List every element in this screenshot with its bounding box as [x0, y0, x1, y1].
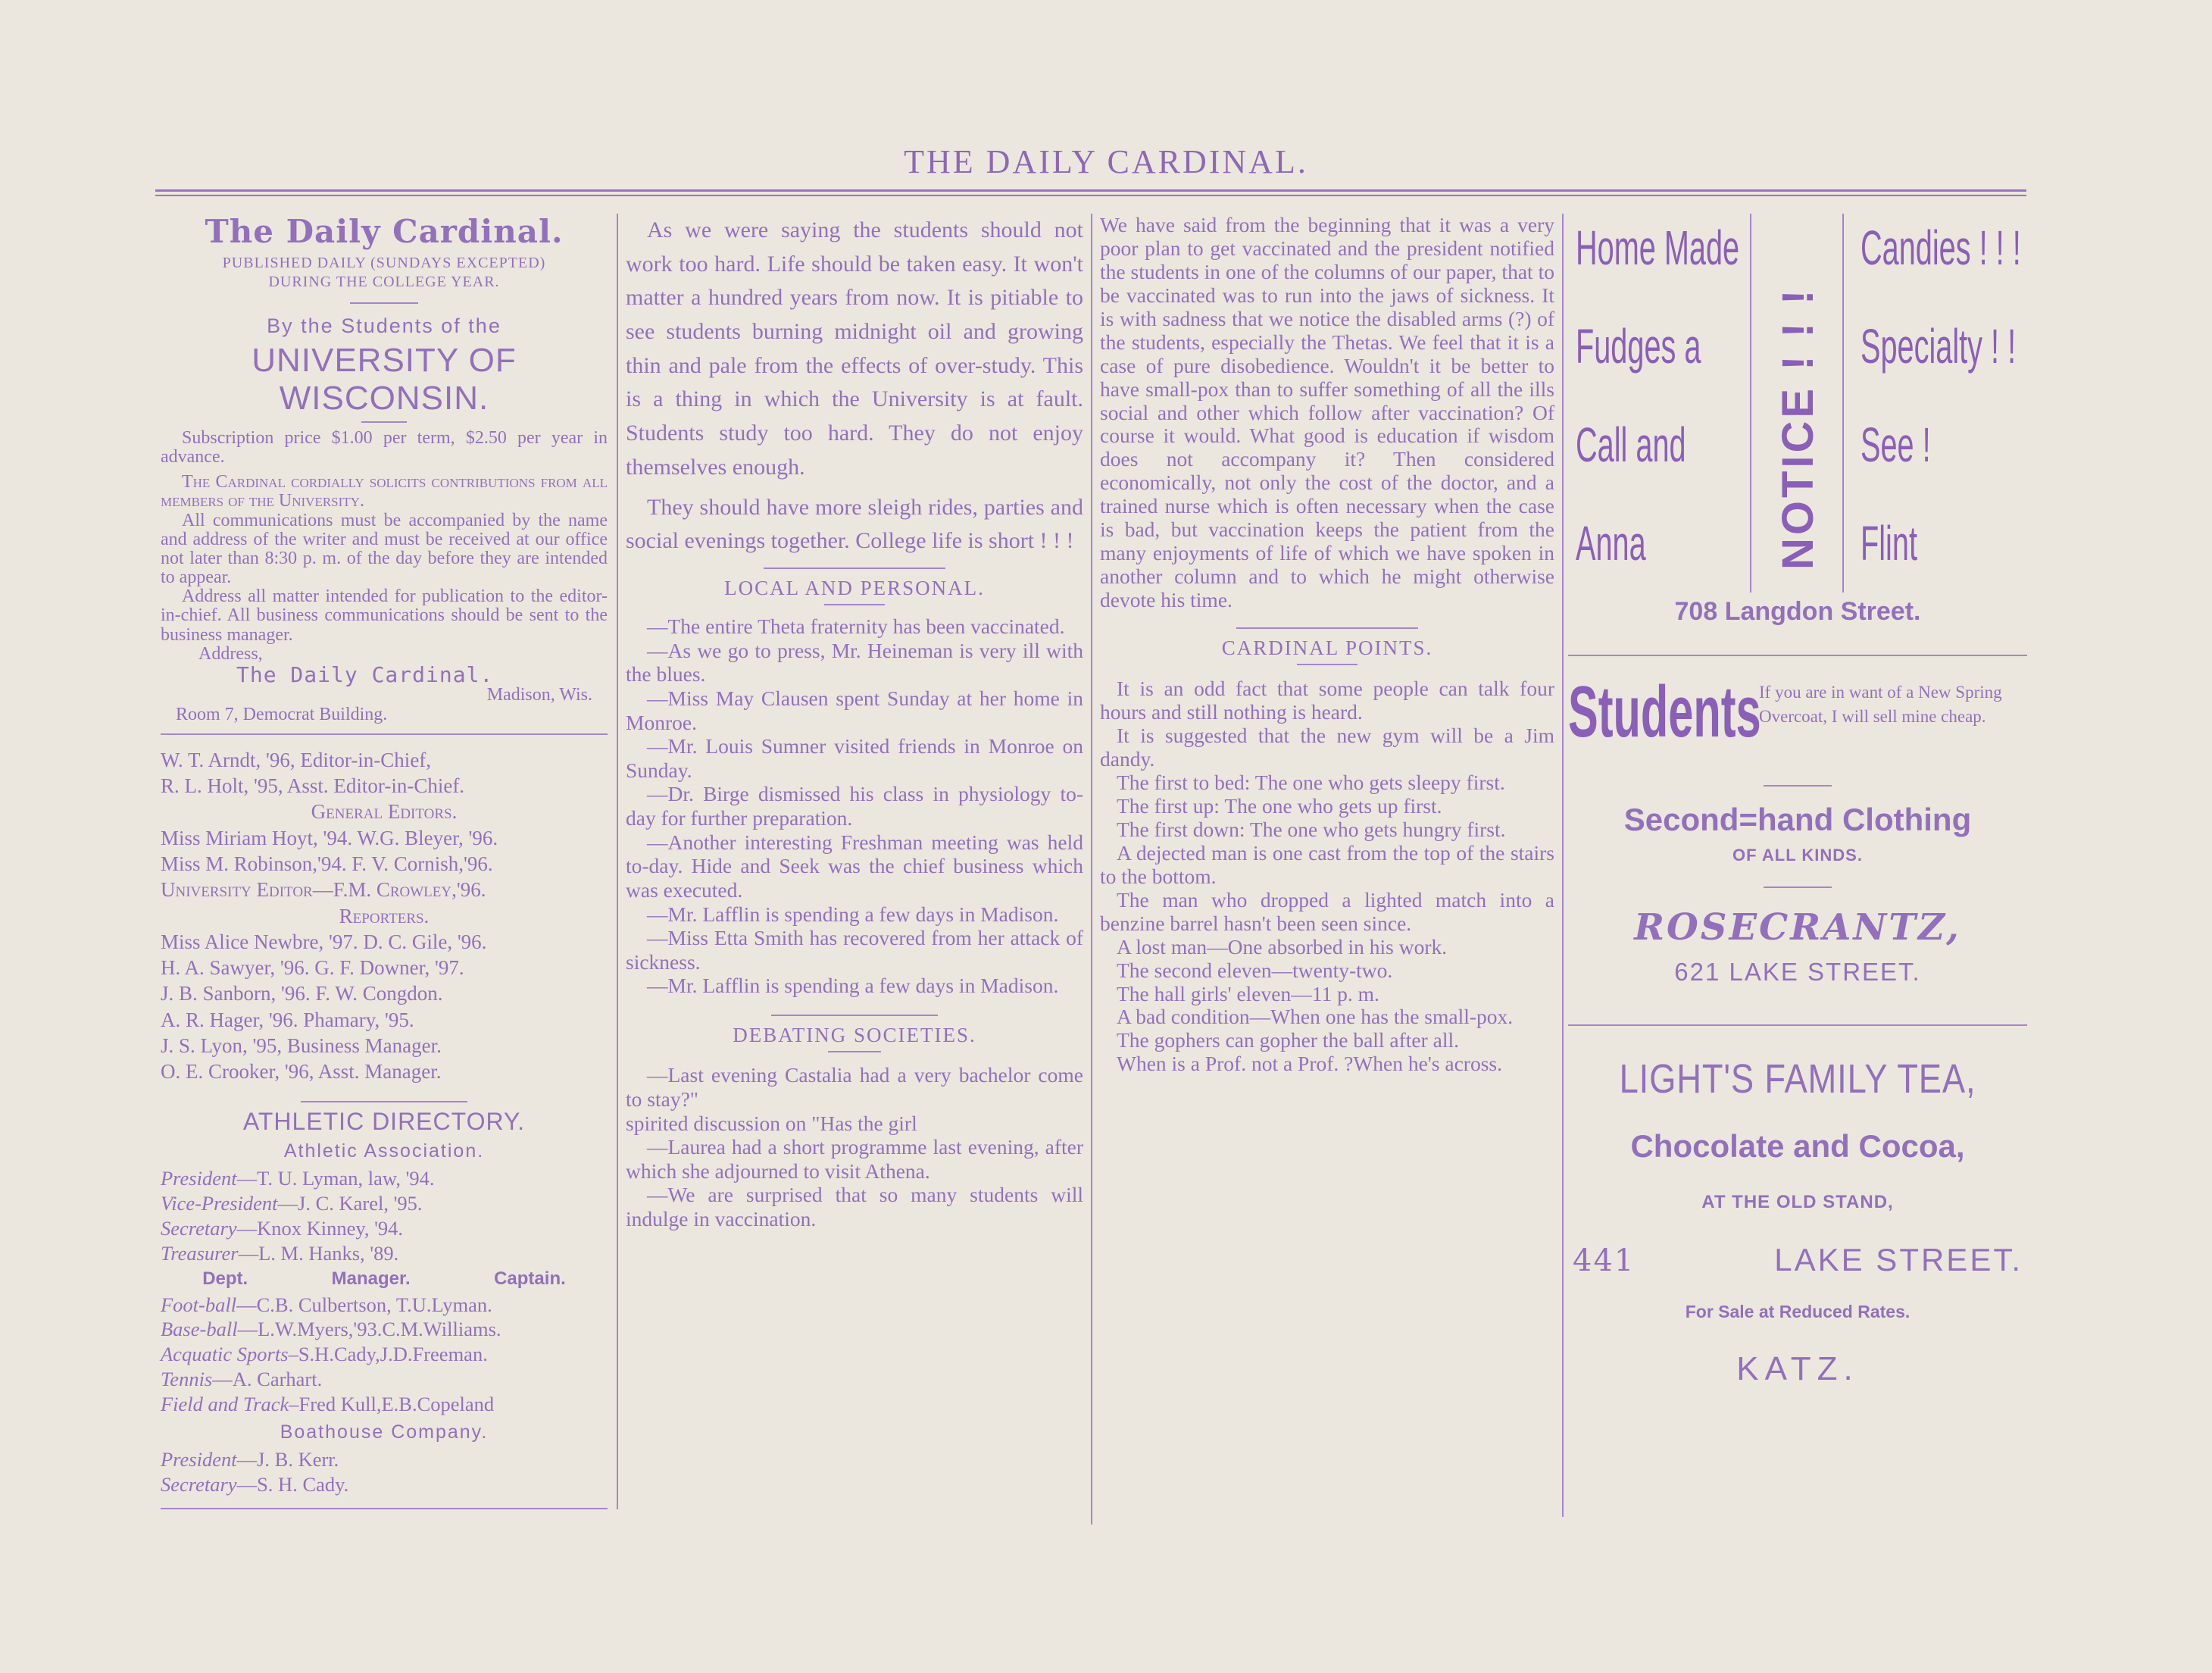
top-rule — [155, 189, 2026, 192]
divider — [161, 733, 608, 735]
point-item: A bad condition—When one has the small-pox. — [1117, 1005, 1514, 1029]
athletic-officers — [161, 1166, 608, 1265]
solicits: The Cardinal cordially solicits contributions from all members of the University. — [161, 472, 608, 511]
debating-item: —Last evening Castalia had a very bachelor come to stay?" — [626, 1063, 1083, 1111]
points-head: CARDINAL POINTS. — [1221, 636, 1433, 659]
ad-divider — [1842, 214, 1844, 593]
during-line: DURING THE COLLEGE YEAR. — [268, 274, 500, 291]
masthead-title: THE DAILY CARDINAL. — [904, 143, 1308, 180]
reporters-head: Reporters. — [339, 904, 430, 927]
divider — [1297, 664, 1358, 665]
divider — [361, 421, 407, 423]
cocoa-line: Chocolate and Cocoa, — [1630, 1127, 1965, 1164]
column-divider — [1091, 214, 1092, 1524]
staff-line: Miss Miriam Hoyt, '94. W.G. Bleyer, '96. — [161, 826, 498, 849]
point-item: The hall girls' eleven—11 p. m. — [1117, 981, 1379, 1005]
point-item: The first down: The one who gets hungry first. — [1117, 817, 1506, 841]
point-item: The second eleven—twenty-two. — [1117, 958, 1393, 982]
staff-line: A. R. Hager, '96. Phamary, '95. — [161, 1008, 414, 1031]
top-rule-thin — [155, 195, 2026, 196]
staff-line: University Editor—F.M. Crowley,'96. — [161, 878, 486, 902]
ad-word: Candies ! ! ! — [1861, 220, 2021, 275]
officer-line: President—T. U. Lyman, law, '94. — [161, 1167, 435, 1190]
point-item: A lost man—One absorbed in his work. — [1117, 934, 1448, 958]
column-editorial-local — [626, 214, 1083, 1231]
lake-street: LAKE STREET. — [1774, 1241, 2023, 1277]
divider — [771, 1015, 938, 1016]
tea-heading: LIGHT'S FAMILY TEA, — [1619, 1056, 1976, 1102]
rosecrantz-name: ROSECRANTZ, — [1634, 905, 1961, 949]
captain-label: Captain. — [494, 1268, 566, 1289]
katz-name: KATZ. — [1736, 1350, 1859, 1388]
ad-word: See ! — [1861, 417, 1931, 472]
divider — [1236, 627, 1418, 629]
staff-line: R. L. Holt, '95, Asst. Editor-in-Chief. — [161, 774, 465, 798]
ad-word: Specialty ! ! — [1861, 319, 2017, 374]
dept-line: Acquatic Sports–S.H.Cady,J.D.Freeman. — [161, 1343, 488, 1366]
point-item: The first up: The one who gets up first. — [1117, 794, 1442, 818]
lake-street-line — [1568, 1242, 2027, 1278]
students-heading: Students — [1568, 671, 1761, 753]
dept-line: Foot-ball—C.B. Culbertson, T.U.Lyman. — [161, 1293, 492, 1316]
dept-line: Base-ball—L.W.Myers,'93.C.M.Williams. — [161, 1318, 501, 1341]
address-matter: Address all matter intended for publication to the editor-in-chief. All business communications should be sent to the business manager. — [161, 586, 608, 645]
address-name: The Daily Cardinal. — [236, 662, 494, 688]
staff-line: Miss M. Robinson,'94. F. V. Cornish,'96. — [161, 852, 493, 875]
paper-name: The Daily Cardinal. — [205, 213, 564, 250]
divider — [1764, 785, 1832, 786]
editorial-paragraph: They should have more sleigh rides, parties and social evenings together. College life is short ! ! ! — [626, 494, 1083, 554]
staff-line: J. B. Sanborn, '96. F. W. Congdon. — [161, 982, 443, 1005]
local-head: LOCAL AND PERSONAL. — [724, 576, 985, 599]
divider — [161, 1508, 608, 1509]
langdon-address: 708 Langdon Street. — [1674, 597, 1921, 626]
officer-line: Vice-President—J. C. Karel, '95. — [161, 1192, 423, 1215]
ad-word: Flint — [1861, 516, 1917, 571]
boat-officer-line: Secretary—S. H. Cady. — [161, 1472, 349, 1496]
divider — [1568, 1024, 2027, 1026]
point-item: The first to bed: The one who gets sleepy first. — [1117, 771, 1505, 795]
all-kinds: OF ALL KINDS. — [1732, 846, 1863, 865]
local-items — [626, 614, 1083, 998]
boathouse-officers — [161, 1447, 608, 1497]
rosecrantz-address: 621 LAKE STREET. — [1674, 958, 1921, 987]
athletic-depts — [161, 1293, 608, 1417]
manager-label: Manager. — [331, 1268, 411, 1289]
local-item: —Mr. Lafflin is spending a few days in Madison. — [647, 974, 1059, 998]
divider — [824, 604, 885, 605]
local-item: —As we go to press, Mr. Heineman is very ill with the blues. — [626, 638, 1083, 686]
divider — [764, 568, 945, 569]
editorial-paragraph: As we were saying the students should not work too hard. Life should be taken easy. It won't matter a hundred years from now. It is pitiable to see students burning midnight oil and growing thin and pale from the effects of over-study. This is a thing in which the University is at fault. Students study too hard. They do not enjoy themselves enough. — [626, 217, 1083, 480]
divider — [1568, 655, 2027, 656]
point-item: When is a Prof. not a Prof. ?When he's across. — [1117, 1052, 1502, 1076]
ad-fudges — [1568, 214, 2027, 600]
debating-items — [626, 1063, 1083, 1231]
local-item: —Miss May Clausen spent Sunday at her home in Monroe. — [626, 686, 1083, 734]
divider — [1764, 887, 1832, 888]
ad-students — [1568, 671, 2027, 759]
dept-header — [161, 1269, 608, 1290]
point-item: A dejected man is one cast from the top of the stairs to the bottom. — [1100, 840, 1554, 888]
reduced-rates: For Sale at Reduced Rates. — [1685, 1301, 1911, 1321]
ad-word: Anna — [1576, 516, 1646, 571]
local-item: —Mr. Lafflin is spending a few days in Madison. — [647, 902, 1059, 926]
boathouse-head: Boathouse Company. — [280, 1421, 489, 1443]
old-stand: AT THE OLD STAND, — [1701, 1191, 1894, 1212]
staff-line: W. T. Arndt, '96, Editor-in-Chief, — [161, 748, 432, 771]
general-editors-head: General Editors. — [311, 800, 458, 824]
local-item: —Mr. Louis Sumner visited friends in Monroe on Sunday. — [626, 734, 1083, 782]
dept-label: Dept. — [202, 1268, 248, 1289]
published-line: PUBLISHED DAILY (SUNDAYS EXCEPTED) — [222, 255, 546, 272]
divider — [301, 1101, 467, 1102]
staff-line: Miss Alice Newbre, '97. D. C. Gile, '96. — [161, 930, 487, 953]
secondhand-heading: Second=hand Clothing — [1623, 802, 1972, 838]
staff-line: H. A. Sawyer, '96. G. F. Downer, '97. — [161, 956, 464, 980]
address-city: Madison, Wis. — [486, 685, 592, 705]
column-divider — [1562, 214, 1564, 1517]
column-advertisements — [1568, 214, 2027, 1388]
byline: By the Students of the — [267, 314, 501, 338]
ad-word: Call and — [1576, 417, 1686, 472]
point-item: It is suggested that the new gym will be a Jim dandy. — [1100, 724, 1554, 771]
debating-item: —We are surprised that so many students will indulge in vaccination. — [626, 1183, 1083, 1231]
divider — [828, 1051, 881, 1052]
address-label: Address, — [198, 643, 263, 664]
staff-line: J. S. Lyon, '95, Business Manager. — [161, 1034, 442, 1057]
editorial — [626, 214, 1083, 558]
communications: All communications must be accompanied by the name and address of the writer and must be received at our office not later than 8:30 p. m. of the day before they are intended to appear. — [161, 510, 608, 588]
athletic-assoc: Athletic Association. — [283, 1140, 485, 1162]
column-masthead-staff — [161, 214, 608, 1509]
dept-line: Field and Track–Fred Kull,E.B.Copeland — [161, 1393, 495, 1416]
university-name: UNIVERSITY OF WISCONSIN. — [252, 342, 517, 417]
officer-line: Secretary—Knox Kinney, '94. — [161, 1217, 404, 1240]
column-vaccination-points — [1100, 214, 1554, 1076]
vaccination-editorial: We have said from the beginning that it was a very poor plan to get vaccinated and the president notified the students in one of the columns of our paper, that to be vaccinated was to run into the jaws of sickness. It is with sadness that we notice the disabled arms (?) of the students, especially the Thetas. We feel that it is a case of pure disobedience. Wouldn't it be better to have small-pox than to suffer something of all the ills social and other which follow after vaccination? Of course it would. What good is education if wisdom does not accompany it? Then considered economically, not only the cost of the doctor, and a trained nurse which is often necessary when the case is bad, but vaccination keeps the patient from the many enjoyments of life of which we have spoken in another column and to which he might otherwise devote his time. — [1100, 213, 1554, 611]
boat-officer-line: President—J. B. Kerr. — [161, 1447, 339, 1471]
lake-number: 441 — [1573, 1243, 1636, 1278]
dept-line: Tennis—A. Carhart. — [161, 1368, 323, 1391]
divider — [350, 302, 418, 304]
point-item: The gophers can gopher the ball after all. — [1117, 1028, 1460, 1052]
column-divider — [617, 214, 618, 1509]
staff-line: O. E. Crooker, '96, Asst. Manager. — [161, 1060, 442, 1084]
local-item: —Miss Etta Smith has recovered from her attack of sickness. — [626, 926, 1083, 974]
point-item: The man who dropped a lighted match into a benzine barrel hasn't been seen since. — [1100, 887, 1554, 935]
ad-word: Home Made — [1576, 220, 1740, 275]
point-item: It is an odd fact that some people can talk four hours and still nothing is heard. — [1100, 677, 1554, 724]
ad-divider — [1750, 214, 1751, 593]
athletic-head: ATHLETIC DIRECTORY. — [242, 1108, 526, 1136]
debating-item: —Laurea had a short programme last evening, after which she adjourned to visit Athena. — [626, 1135, 1083, 1183]
local-item: —The entire Theta fraternity has been vaccinated. — [647, 614, 1065, 639]
notice-vertical: NOTICE ! ! ! — [1773, 286, 1823, 570]
overcoat-text: If you are in want of a New Spring Overcoat, I will sell mine cheap. — [1759, 683, 2002, 726]
notices — [161, 429, 608, 724]
points-items — [1100, 677, 1554, 1076]
debating-head: DEBATING SOCIETIES. — [733, 1024, 976, 1047]
staff-list — [161, 747, 608, 1085]
debating-item: spirited discussion on "Has the girl — [626, 1111, 917, 1135]
local-item: —Another interesting Freshman meeting was held to-day. Hide and Seek was the chief business which was executed. — [626, 830, 1083, 902]
officer-line: Treasurer—L. M. Hanks, '89. — [161, 1241, 399, 1265]
local-item: —Dr. Birge dismissed his class in physiology to-day for further preparation. — [626, 782, 1083, 830]
subscription: Subscription price $1.00 per term, $2.50 per year in advance. — [161, 427, 608, 467]
address-room: Room 7, Democrat Building. — [176, 704, 388, 724]
ad-word: Fudges a — [1576, 319, 1701, 374]
